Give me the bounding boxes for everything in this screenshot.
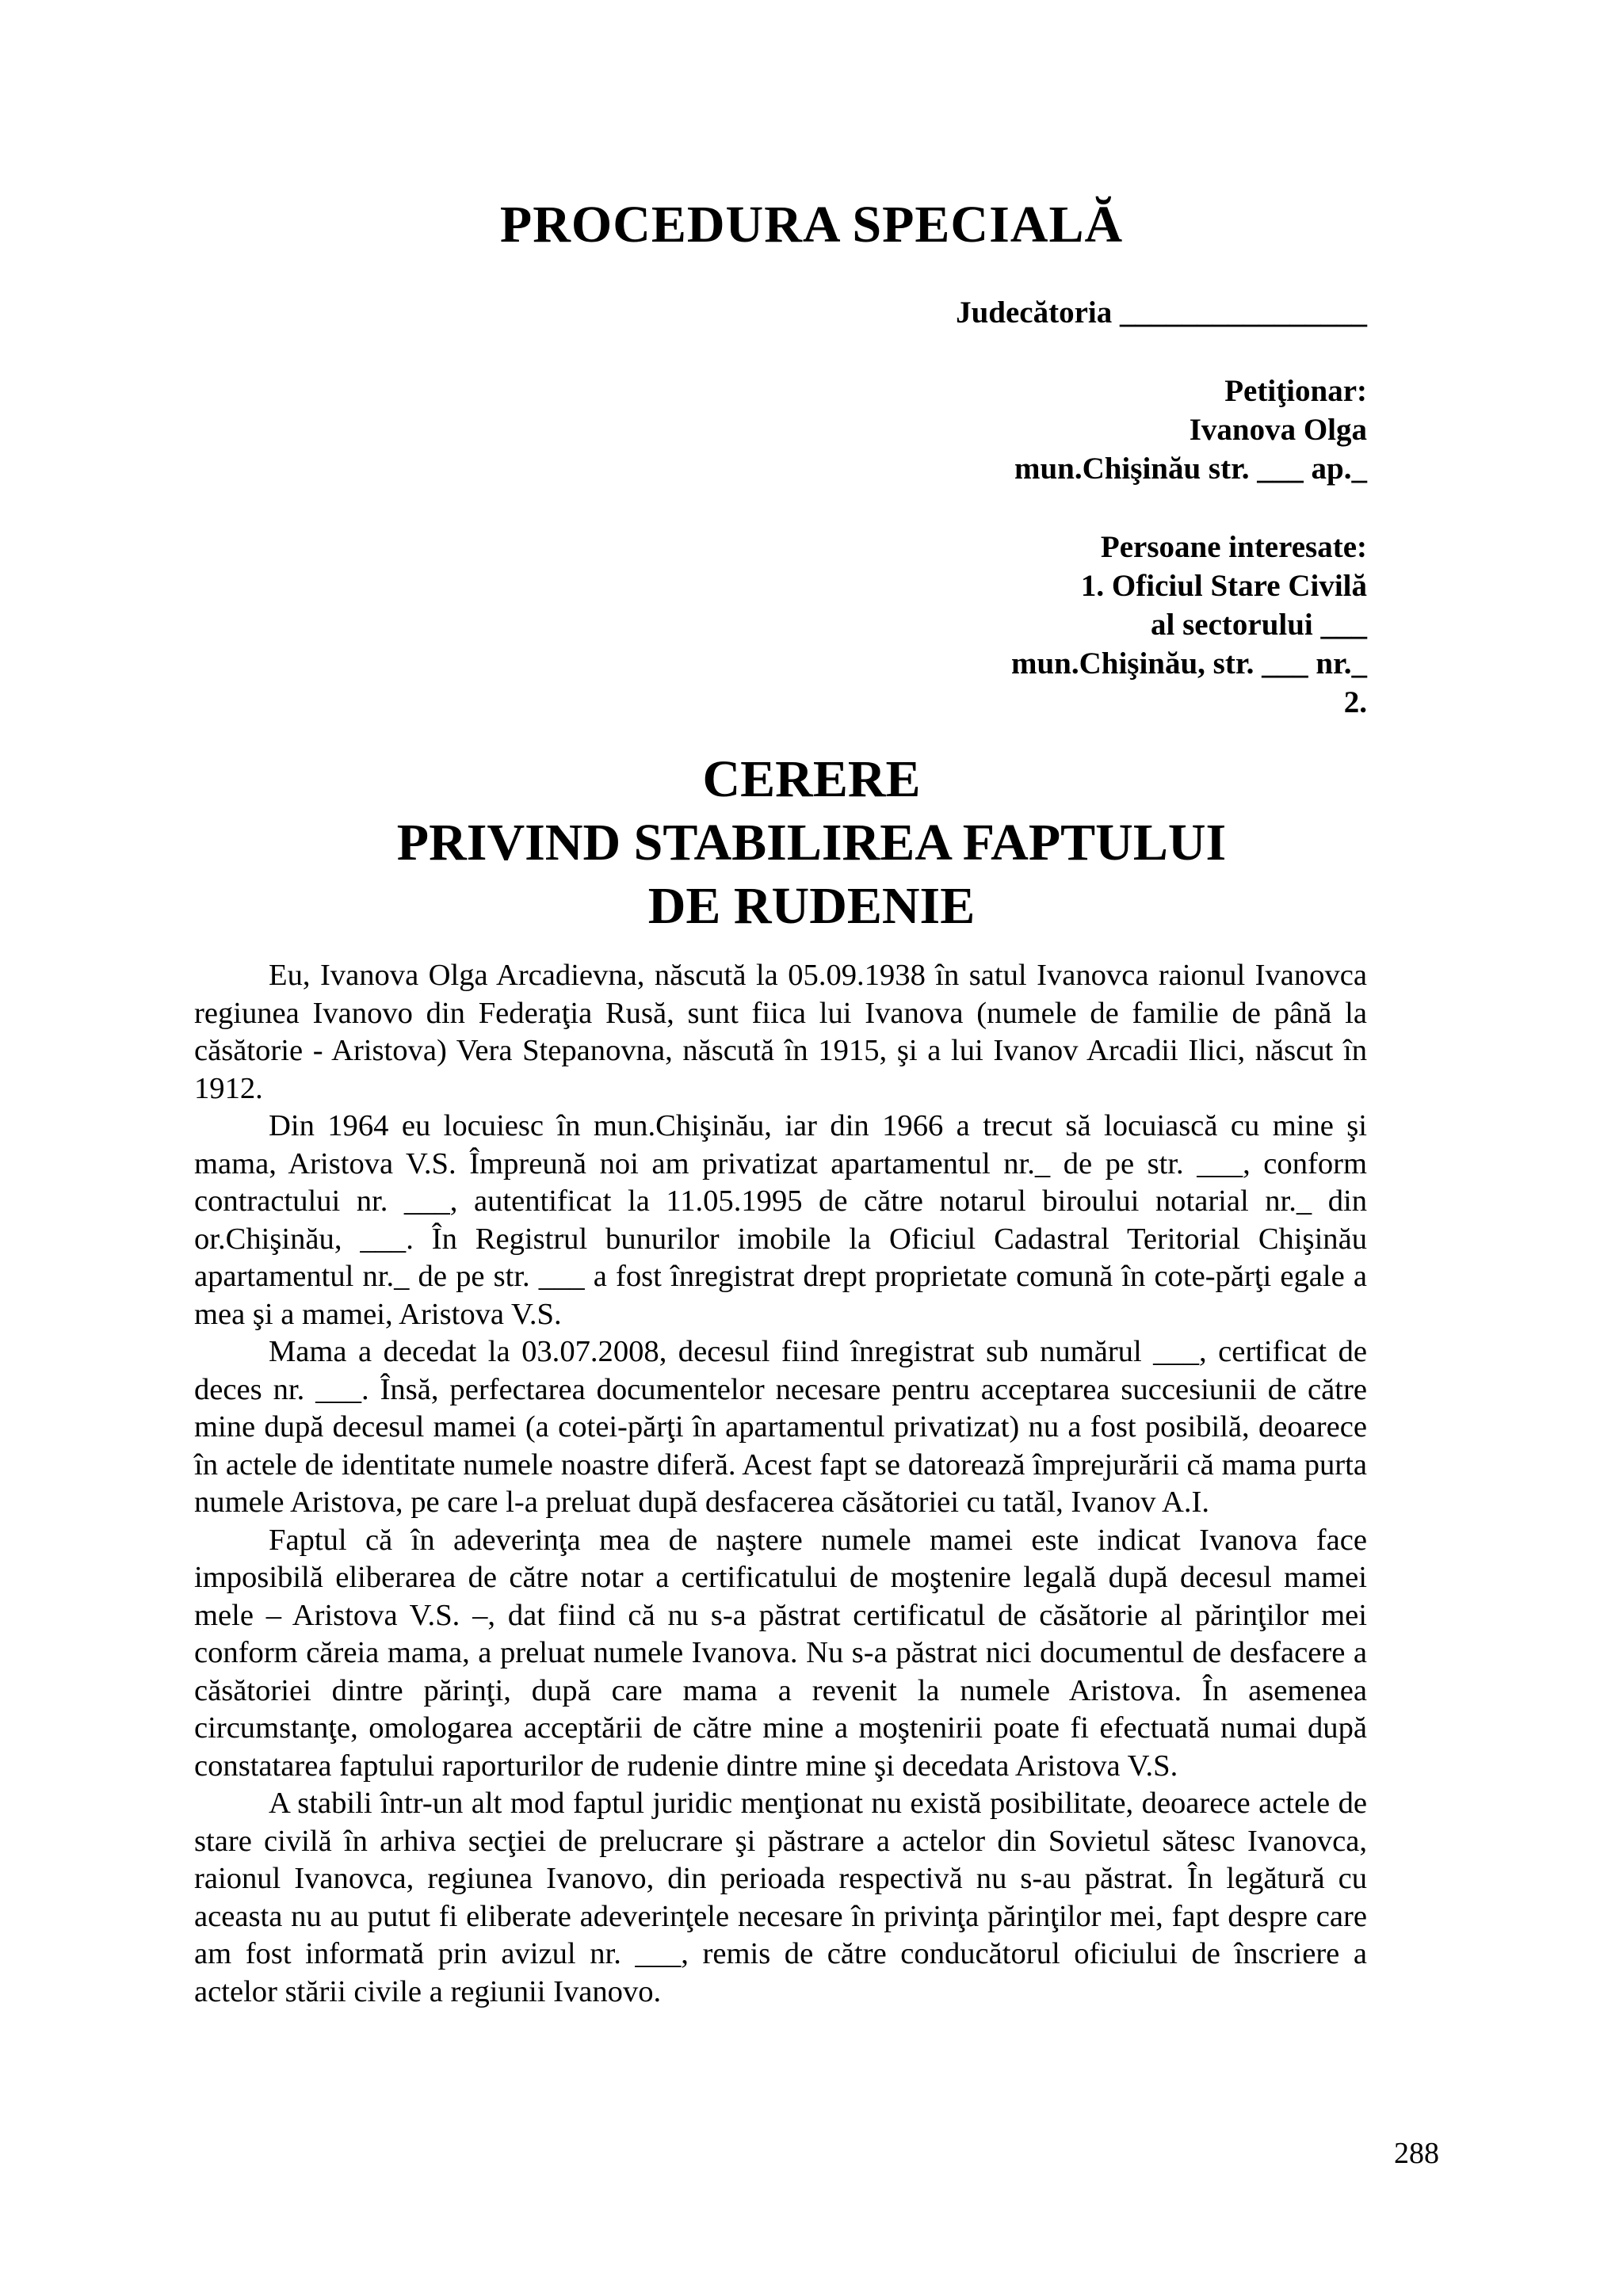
court-line: Judecătoria ________________ xyxy=(956,296,1367,330)
document-body xyxy=(194,957,1367,2011)
interested-party-line: mun.Chişinău, str. ___ nr._ xyxy=(1010,646,1367,681)
document-title-line: PRIVIND STABILIREA FAPTULUI xyxy=(396,814,1227,871)
body-paragraph: A stabili într-un alt mod faptul juridic menţionat nu există posibilitate, deoarece actele de stare civilă în arhiva secţiei de prelucrare şi păstrare a actelor din Sovietul sătesc Ivanovca, raionul Ivanovca, regiunea Ivanovo, din perioada respectivă nu s-au păstrat. În legătură cu aceasta nu au putut fi eliberate adeverinţele necesare în privinţa părinţilor mei, fapt despre care am fost informată prin avizul nr. ___, remis de către conducătorul oficiului de înscriere a actelor stării civile a regiunii Ivanovo. xyxy=(194,1787,1367,2008)
document-title xyxy=(0,748,1623,938)
body-paragraph: Din 1964 eu locuiesc în mun.Chişinău, iar din 1966 a trecut să locuiască cu mine şi mama, Aristova V.S. Împreună noi am privatizat apartamentul nr._ de pe str. ___, conform contractului nr. ___, autentificat la 11.05.1995 de către notarul biroului notarial nr._ din or.Chişinău, ___. În Registrul bunurilor imobile la Oficiul Cadastral Teritorial Chişinău apartamentul nr._ de pe str. ___ a fost înregistrat drept proprietate comună în cote-părţi egale a mea şi a mamei, Aristova V.S. xyxy=(194,1109,1367,1331)
body-paragraph: Faptul că în adeverinţa mea de naştere numele mamei este indicat Ivanova face imposibilă eliberarea de către notar a certificatului de moştenire legală după decesul mamei mele – Aristova V.S. –, dat fiind că nu s-a păstrat certificatul de căsătorie al părinţilor mei conform căreia mama, a preluat numele Ivanova. Nu s-a păstrat nici documentul de desfacere a căsătoriei dintre părinţi, după care mama a revenit la numele Aristova. În asemenea circumstanţe, omologarea acceptării de către mine a moştenirii poate fi efectuată numai după constatarea faptului raporturilor de rudenie dintre mine şi decedata Aristova V.S. xyxy=(194,1523,1367,1783)
interested-parties-label: Persoane interesate: xyxy=(1100,530,1367,564)
interested-party-line: 2. xyxy=(1343,685,1367,719)
page-number: 288 xyxy=(1394,2137,1439,2170)
petitioner-name: Ivanova Olga xyxy=(1189,413,1367,447)
document-title-line: CERERE xyxy=(702,750,921,808)
petitioner-address: mun.Chişinău str. ___ ap._ xyxy=(1014,452,1367,486)
body-paragraph: Mama a decedat la 03.07.2008, decesul fiind înregistrat sub numărul ___, certificat de deces nr. ___. Însă, perfectarea documentelor necesare pentru acceptarea succesiunii de către mine după decesul mamei (a cotei-părţi în apartamentul privatizat) nu a fost posibilă, deoarece în actele de identitate numele noastre diferă. Acest fapt se datorează împrejurării că mama purta numele Aristova, pe care l-a preluat după desfacerea căsătoriei cu tatăl, Ivanov A.I. xyxy=(194,1335,1367,1519)
body-paragraph: Eu, Ivanova Olga Arcadievna, născută la 05.09.1938 în satul Ivanovca raionul Ivanovca regiunea Ivanovo din Federaţia Rusă, sunt fiica lui Ivanova (numele de familie de până la căsătorie - Aristova) Vera Stepanovna, născută în 1915, şi a lui Ivanov Arcadii Ilici, născut în 1912. xyxy=(194,959,1367,1105)
document-title-line: DE RUDENIE xyxy=(647,877,976,935)
petitioner-label: Petiţionar: xyxy=(1224,374,1367,408)
petitioner-block xyxy=(956,372,1367,488)
interested-parties-block xyxy=(956,528,1367,722)
interested-party-line: al sectorului ___ xyxy=(1151,608,1367,642)
addressee-block xyxy=(956,293,1367,722)
page-title: PROCEDURA SPECIALĂ xyxy=(499,196,1124,254)
interested-party-line: 1. Oficiul Stare Civilă xyxy=(1080,569,1367,603)
